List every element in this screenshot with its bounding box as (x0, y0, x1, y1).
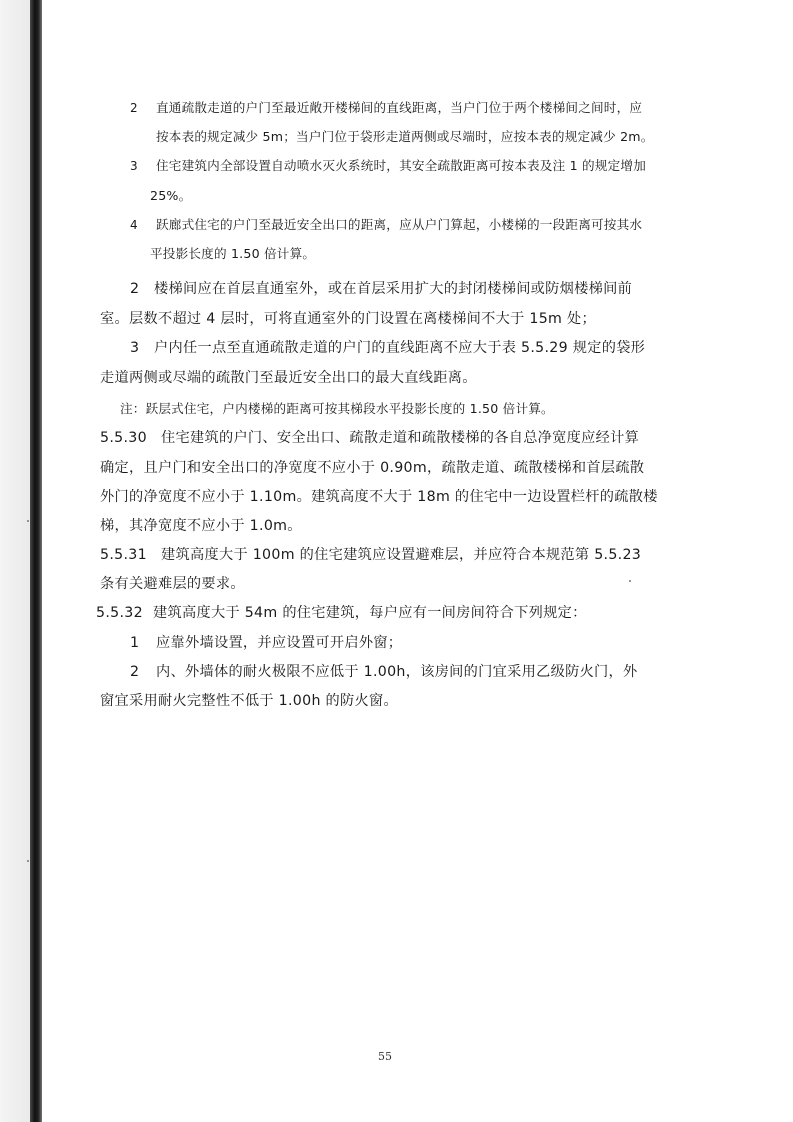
clause-5-5-32-sub-2-line-2: 窗宜采用耐火完整性不低于 1.00h 的防火窗。 (100, 693, 398, 709)
clause-5-5-30-line-3: 外门的净宽度不应小于 1.10m。建筑高度不大于 18m 的住宅中一边设置栏杆的疏散楼 (100, 489, 658, 505)
clause-5-5-31-number: 5.5.31 (100, 547, 147, 563)
note-3-number: 3 (130, 159, 138, 173)
item-2-line-2: 室。层数不超过 4 层时，可将直通室外的门设置在离楼梯间不大于 15m 处； (100, 311, 596, 327)
clause-5-5-31-line-1: 建筑高度大于 100m 的住宅建筑应设置避难层，并应符合本规范第 5.5.23 (161, 547, 642, 563)
note-4-number: 4 (130, 218, 138, 232)
clause-5-5-32-number: 5.5.32 (96, 605, 143, 621)
clause-5-5-32-line-1: 建筑高度大于 54m 的住宅建筑，每户应有一间房间符合下列规定： (153, 605, 587, 621)
note-4-line-2: 平投影长度的 1.50 倍计算。 (150, 246, 316, 261)
clause-5-5-31-line-2: 条有关避难层的要求。 (100, 576, 245, 592)
scan-speck (27, 520, 29, 522)
clause-5-5-30-line-2: 确定，且户门和安全出口的净宽度不应小于 0.90m，疏散走道、疏散楼梯和首层疏散 (100, 460, 645, 476)
clause-5-5-30-number: 5.5.30 (100, 430, 147, 446)
clause-5-5-30-line-4: 梯，其净宽度不应小于 1.0m。 (100, 518, 302, 534)
item-2-line-1: 楼梯间应在首层直通室外，或在首层采用扩大的封闭楼梯间或防烟楼梯间前 (154, 281, 633, 297)
item-3-number: 3 (130, 340, 140, 356)
note-2-line-1: 直通疏散走道的户门至最近敞开楼梯间的直线距离，当户门位于两个楼梯间之间时，应 (156, 100, 643, 115)
note-3-line-2: 25%。 (150, 188, 192, 203)
item-3-line-1: 户内任一点至直通疏散走道的户门的直线距离不应大于表 5.5.29 规定的袋形 (154, 340, 646, 356)
clause-5-5-32-sub-2-number: 2 (130, 664, 140, 680)
page-number: 55 (378, 1050, 392, 1063)
item-3-line-2: 走道两侧或尽端的疏散门至最近安全出口的最大直线距离。 (100, 370, 477, 386)
item-2-number: 2 (130, 281, 140, 297)
remark-note: 注：跃层式住宅，户内楼梯的距离可按其梯段水平投影长度的 1.50 倍计算。 (120, 401, 554, 416)
clause-5-5-30-line-1: 住宅建筑的户门、安全出口、疏散走道和疏散楼梯的各自总净宽度应经计算 (161, 430, 640, 446)
clause-5-5-32-sub-1-line-1: 应靠外墙设置，并应设置可开启外窗； (156, 635, 403, 651)
note-2-line-2: 按本表的规定减少 5m；当户门位于袋形走道两侧或尽端时，应按本表的规定减少 2m。 (156, 129, 654, 144)
clause-5-5-32-sub-2-line-1: 内、外墙体的耐火极限不应低于 1.00h，该房间的门宜采用乙级防火门，外 (156, 664, 638, 680)
scan-binding-edge (30, 0, 42, 1122)
scan-speck (27, 860, 29, 862)
note-2-number: 2 (130, 101, 138, 115)
scan-speck (629, 580, 631, 582)
note-4-line-1: 跃廊式住宅的户门至最近安全出口的距离，应从户门算起，小楼梯的一段距离可按其水 (156, 217, 643, 232)
scan-margin (0, 0, 30, 1122)
note-3-line-1: 住宅建筑内全部设置自动喷水灭火系统时，其安全疏散距离可按本表及注 1 的规定增加 (156, 158, 646, 173)
clause-5-5-32-sub-1-number: 1 (130, 635, 140, 651)
